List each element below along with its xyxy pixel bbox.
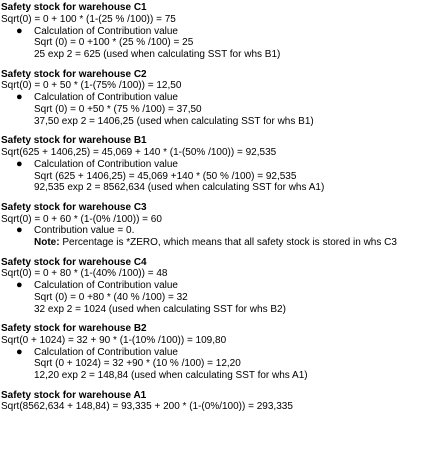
bullet-line: 37,50 exp 2 = 1406,25 (used when calculating SST for whs B1) bbox=[34, 115, 314, 127]
note-line bbox=[34, 237, 435, 249]
bullet-line: Calculation of Contribution value bbox=[34, 346, 178, 358]
note-text: Percentage is *ZERO, which means that all safety stock is stored in whs C3 bbox=[59, 237, 397, 249]
bullet-icon: ● bbox=[16, 91, 23, 104]
bullet-line: Calculation of Contribution value bbox=[34, 158, 178, 170]
section-warehouse-c4 bbox=[1, 257, 435, 316]
section-title: Safety stock for warehouse C4 bbox=[1, 256, 147, 268]
bullet-icon: ● bbox=[16, 224, 23, 237]
stock-formula: Sqrt(0 + 1024) = 32 + 90 * (1-(10% /100)) = 109,80 bbox=[1, 334, 227, 346]
section-warehouse-b2 bbox=[1, 323, 435, 382]
stock-formula: Sqrt(0) = 0 + 100 * (1-(25 % /100)) = 75 bbox=[1, 13, 176, 25]
stock-formula: Sqrt(625 + 1406,25) = 45,069 + 140 * (1-(50% /100)) = 92,535 bbox=[1, 146, 277, 158]
bullet-line: 12,20 exp 2 = 148,84 (used when calculating SST for whs A1) bbox=[34, 370, 308, 382]
stock-formula: Sqrt(0) = 0 + 80 * (1-(40% /100)) = 48 bbox=[1, 268, 168, 280]
contribution-bullet bbox=[1, 92, 435, 127]
section-title: Safety stock for warehouse B1 bbox=[1, 135, 147, 147]
section-title: Safety stock for warehouse B2 bbox=[1, 323, 147, 335]
section-title: Safety stock for warehouse A1 bbox=[1, 389, 147, 401]
bullet-line: 92,535 exp 2 = 8562,634 (used when calculating SST for whs A1) bbox=[34, 182, 325, 194]
bullet-line: Sqrt (625 + 1406,25) = 45,069 +140 * (50 % /100) = 92,535 bbox=[34, 170, 297, 182]
contribution-bullet bbox=[1, 225, 435, 249]
stock-formula: Sqrt(8562,634 + 148,84) = 93,335 + 200 * (1-(0%/100)) = 293,335 bbox=[1, 401, 293, 413]
stock-formula: Sqrt(0) = 0 + 60 * (1-(0% /100)) = 60 bbox=[1, 213, 162, 225]
bullet-line: Sqrt (0) = 0 +100 * (25 % /100) = 25 bbox=[34, 37, 194, 49]
contribution-bullet bbox=[1, 280, 435, 315]
contribution-bullet bbox=[1, 26, 435, 61]
bullet-line: Calculation of Contribution value bbox=[34, 25, 178, 37]
section-warehouse-a1 bbox=[1, 390, 435, 414]
section-warehouse-c3 bbox=[1, 202, 435, 249]
section-title: Safety stock for warehouse C1 bbox=[1, 2, 147, 13]
bullet-line: Sqrt (0) = 0 +80 * (40 % /100) = 32 bbox=[34, 291, 188, 303]
section-warehouse-c1 bbox=[1, 2, 435, 61]
contribution-bullet bbox=[1, 159, 435, 194]
bullet-line: Calculation of Contribution value bbox=[34, 280, 178, 292]
bullet-line: 25 exp 2 = 625 (used when calculating SST for whs B1) bbox=[34, 49, 281, 61]
note-label: Note: bbox=[34, 237, 60, 249]
bullet-line: Calculation of Contribution value bbox=[34, 92, 178, 104]
contribution-bullet bbox=[1, 347, 435, 382]
bullet-icon: ● bbox=[16, 345, 23, 358]
section-title: Safety stock for warehouse C3 bbox=[1, 201, 147, 213]
stock-formula: Sqrt(0) = 0 + 50 * (1-(75% /100)) = 12,50 bbox=[1, 80, 182, 92]
bullet-icon: ● bbox=[16, 24, 23, 37]
bullet-icon: ● bbox=[16, 279, 23, 292]
bullet-line: Sqrt (0 + 1024) = 32 +90 * (10 % /100) = 12,20 bbox=[34, 358, 241, 370]
bullet-line: 32 exp 2 = 1024 (used when calculating SST for whs B2) bbox=[34, 303, 286, 315]
bullet-icon: ● bbox=[16, 157, 23, 170]
bullet-line: Contribution value = 0. bbox=[34, 225, 135, 237]
section-warehouse-c2 bbox=[1, 69, 435, 128]
section-warehouse-b1 bbox=[1, 135, 435, 194]
section-title: Safety stock for warehouse C2 bbox=[1, 68, 147, 80]
bullet-line: Sqrt (0) = 0 +50 * (75 % /100) = 37,50 bbox=[34, 103, 202, 115]
